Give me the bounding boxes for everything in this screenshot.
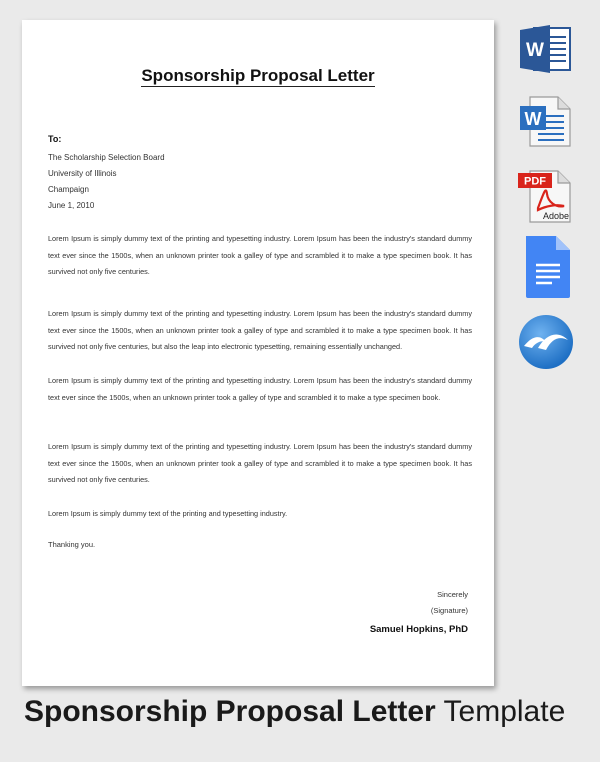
closing-line: Thanking you. bbox=[48, 540, 96, 549]
google-docs-download-icon[interactable] bbox=[516, 234, 576, 294]
signature-line: (Signature) bbox=[430, 606, 468, 615]
recipient-university: University of Illinois bbox=[48, 169, 117, 178]
word-doc-download-icon[interactable] bbox=[516, 94, 576, 154]
openoffice-download-icon[interactable] bbox=[516, 312, 576, 372]
adobe-label: Adobe bbox=[542, 211, 570, 221]
pdf-download-icon[interactable] bbox=[516, 168, 576, 228]
pdf-label: PDF bbox=[524, 175, 546, 188]
body-paragraph-3: Lorem Ipsum is simply dummy text of the printing and typesetting industry. Lorem Ipsum has been the industry's standard dummy text ever since the 1500s, when an unknown printer took a galley of type and scrambled it to make a type specimen book. bbox=[48, 376, 472, 402]
word-letter: W bbox=[526, 40, 544, 61]
body-paragraph-4: Lorem Ipsum is simply dummy text of the printing and typesetting industry. Lorem Ipsum has been the industry's standard dummy text ever since the 1500s, when an unknown printer took a galley of type and scrambled it to make a type specimen book. It has survived not only five centuries. bbox=[48, 442, 472, 484]
template-title: Sponsorship Proposal Letter Template bbox=[24, 695, 566, 728]
recipient-city: Champaign bbox=[48, 185, 89, 194]
signer-name: Samuel Hopkins, PhD bbox=[369, 624, 468, 635]
body-paragraph-2: Lorem Ipsum is simply dummy text of the printing and typesetting industry. Lorem Ipsum has been the industry's standard dummy text ever since the 1500s, when an unknown printer took a galley of type and scrambled it to make a type specimen book. It has survived not only five centuries, but also the leap into electronic typesetting, remaining essentially unchanged. bbox=[48, 309, 472, 351]
letter-date: June 1, 2010 bbox=[48, 201, 95, 210]
word-download-icon[interactable] bbox=[516, 22, 576, 82]
word-doc-letter: W bbox=[524, 109, 542, 129]
letter-page bbox=[22, 20, 494, 686]
sincerely-line: Sincerely bbox=[437, 590, 468, 599]
body-paragraph-1: Lorem Ipsum is simply dummy text of the printing and typesetting industry. Lorem Ipsum has been the industry's standard dummy text ever since the 1500s, when an unknown printer took a galley of type and scrambled it to make a type specimen book. It has survived not only five centuries. bbox=[48, 234, 472, 276]
letter-title: Sponsorship Proposal Letter bbox=[141, 66, 375, 85]
recipient-board: The Scholarship Selection Board bbox=[48, 153, 165, 162]
to-label: To: bbox=[48, 134, 62, 144]
body-paragraph-5: Lorem Ipsum is simply dummy text of the printing and typesetting industry. bbox=[48, 509, 288, 518]
